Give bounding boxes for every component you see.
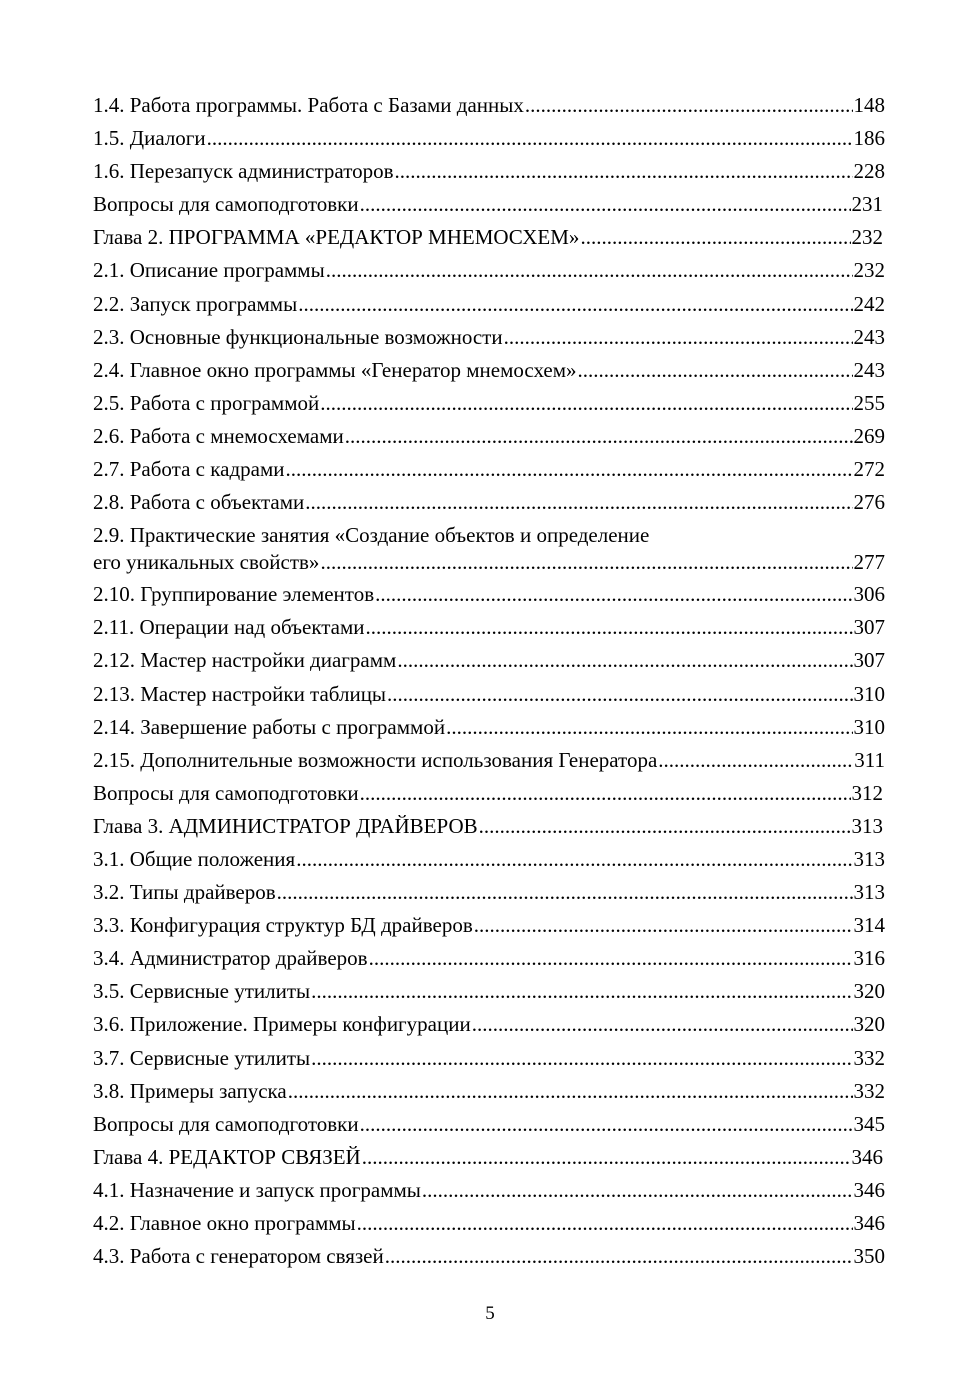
- toc-leader-dots: [580, 221, 850, 254]
- toc-entry-multiline: [93, 522, 885, 578]
- toc-leader-dots: [525, 89, 853, 122]
- toc-entry-page: 277: [853, 550, 885, 575]
- toc-leader-dots: [385, 1240, 853, 1273]
- toc-entry: [93, 777, 885, 810]
- toc-leader-dots: [366, 611, 853, 644]
- toc-entry-page: 228: [853, 159, 885, 184]
- toc-entry: [93, 942, 885, 975]
- toc-entry-page: 313: [851, 813, 883, 838]
- toc-entry-page: 232: [851, 225, 883, 250]
- toc-entry: [93, 1174, 885, 1207]
- toc-entry: [93, 89, 885, 122]
- toc-entry-page: 307: [853, 615, 885, 640]
- toc-leader-dots: [296, 843, 852, 876]
- toc-leader-dots: [360, 1108, 853, 1141]
- toc-entry-page: 243: [853, 324, 885, 349]
- toc-entry-title: 1.6. Перезапуск администраторов: [93, 159, 394, 184]
- toc-entry: [93, 221, 885, 254]
- toc-entry: [93, 387, 885, 420]
- toc-entry-page: 186: [853, 126, 885, 151]
- toc-entry-title: 3.7. Сервисные утилиты: [93, 1045, 311, 1070]
- toc-entry-title: 4.1. Назначение и запуск программы: [93, 1177, 421, 1202]
- toc-entry-page: 312: [851, 780, 883, 805]
- toc-leader-dots: [658, 744, 853, 777]
- toc-entry: [93, 810, 885, 843]
- toc-entry-page: 255: [853, 390, 885, 415]
- toc-entry-title: 3.5. Сервисные утилиты: [93, 979, 311, 1004]
- toc-entry-page: 269: [853, 423, 885, 448]
- toc-entry-title: Глава 3. АДМИНИСТРАТОР ДРАЙВЕРОВ: [93, 813, 478, 838]
- toc-entry-page: 311: [854, 747, 885, 772]
- toc-leader-dots: [345, 420, 853, 453]
- toc-leader-dots: [298, 288, 852, 321]
- toc-leader-dots: [479, 810, 851, 843]
- toc-leader-dots: [474, 909, 853, 942]
- toc-entry-title: 4.2. Главное окно программы: [93, 1211, 356, 1235]
- toc-entry-page: 313: [853, 880, 885, 905]
- toc-entry-page: 320: [853, 979, 885, 1004]
- toc-entry-title: 2.12. Мастер настройки диаграмм: [93, 648, 397, 673]
- toc-entry-title: 2.13. Мастер настройки таблицы: [93, 681, 387, 706]
- toc-entry-title: 4.3. Работа с генератором связей: [93, 1244, 384, 1269]
- toc-leader-dots: [357, 1207, 853, 1240]
- toc-entry: [93, 1207, 885, 1240]
- toc-entry-title: Вопросы для самоподготовки: [93, 1111, 359, 1136]
- toc-entry-title: 1.4. Работа программы. Работа с Базами данных: [93, 93, 524, 117]
- toc-leader-dots: [288, 1075, 853, 1108]
- toc-entry-title: 2.3. Основные функциональные возможности: [93, 324, 503, 349]
- toc-entry-page: 346: [851, 1144, 883, 1169]
- toc-entry-title: 2.10. Группирование элементов: [93, 582, 375, 607]
- toc-entry: [93, 288, 885, 321]
- toc-entry: [93, 122, 885, 155]
- toc-entry: [93, 1240, 885, 1273]
- toc-leader-dots: [375, 578, 852, 611]
- toc-leader-dots: [369, 942, 853, 975]
- toc-entry-page: 148: [853, 93, 885, 117]
- toc-entry-page: 314: [853, 913, 885, 938]
- toc-leader-dots: [360, 777, 851, 810]
- toc-entry: [93, 1042, 885, 1075]
- toc-entry-page: 232: [853, 258, 885, 283]
- toc-leader-dots: [395, 155, 853, 188]
- toc-entry-title: 3.8. Примеры запуска: [93, 1078, 287, 1103]
- toc-entry-page: 316: [853, 946, 885, 971]
- toc-leader-dots: [422, 1174, 853, 1207]
- toc-entry-title: 2.5. Работа с программой: [93, 390, 320, 415]
- toc-entry-page: 332: [853, 1078, 885, 1103]
- toc-entry-title: Вопросы для самоподготовки: [93, 780, 359, 805]
- toc-entry: [93, 420, 885, 453]
- toc-entry-page: 243: [853, 357, 885, 382]
- toc-leader-dots: [397, 644, 852, 677]
- toc-entry: [93, 876, 885, 909]
- toc-entry: [93, 1141, 885, 1174]
- toc-entry: [93, 611, 885, 644]
- toc-entry: [93, 909, 885, 942]
- toc-entry-page: 350: [853, 1244, 885, 1269]
- toc-entry-title-line1: 2.9. Практические занятия «Создание объектов и определение: [93, 523, 650, 548]
- toc-entry-title: его уникальных свойств»: [93, 550, 320, 575]
- toc-entry-page: 345: [853, 1111, 885, 1136]
- toc-leader-dots: [446, 711, 852, 744]
- toc-leader-dots: [360, 188, 851, 221]
- toc-leader-dots: [578, 354, 853, 387]
- toc-entry: [93, 155, 885, 188]
- toc-entry-page: 346: [853, 1211, 885, 1235]
- toc-entry-title: 3.3. Конфигурация структур БД драйверов: [93, 913, 473, 938]
- toc-entry-title: 3.1. Общие положения: [93, 846, 296, 871]
- toc-entry-title: 1.5. Диалоги: [93, 126, 206, 151]
- toc-entry-page: 346: [853, 1177, 885, 1202]
- toc-entry: [93, 1075, 885, 1108]
- toc-entry-title: 2.4. Главное окно программы «Генератор мнемосхем»: [93, 357, 577, 382]
- toc-leader-dots: [311, 1042, 852, 1075]
- toc-leader-dots: [277, 876, 853, 909]
- toc-entry-page: 313: [853, 846, 885, 871]
- toc-entry: [93, 1008, 885, 1041]
- toc-entry: [93, 644, 885, 677]
- toc-entry-title: 2.11. Операции над объектами: [93, 615, 365, 640]
- toc-entry-page: 306: [853, 582, 885, 607]
- toc-entry-title: 2.6. Работа с мнемосхемами: [93, 423, 344, 448]
- toc-entry: [93, 354, 885, 387]
- toc-leader-dots: [504, 321, 853, 354]
- toc-entry: [93, 711, 885, 744]
- toc-entry-title: 2.7. Работа с кадрами: [93, 457, 285, 482]
- toc-entry: [93, 321, 885, 354]
- toc-entry-page: 272: [853, 457, 885, 482]
- toc-entry: [93, 975, 885, 1008]
- toc-leader-dots: [305, 486, 852, 519]
- toc-entry-title: 2.8. Работа с объектами: [93, 490, 305, 515]
- toc-entry: [93, 453, 885, 486]
- toc-entry-title: Глава 4. РЕДАКТОР СВЯЗЕЙ: [93, 1144, 361, 1169]
- toc-entry-title: 2.14. Завершение работы с программой: [93, 714, 446, 739]
- toc-leader-dots: [387, 678, 852, 711]
- toc-leader-dots: [320, 387, 852, 420]
- toc-leader-dots: [285, 453, 852, 486]
- toc-entry-title: 2.1. Описание программы: [93, 258, 325, 283]
- toc-entry-title: 3.2. Типы драйверов: [93, 880, 276, 905]
- toc-entry: [93, 843, 885, 876]
- toc-entry: [93, 1108, 885, 1141]
- toc-entry: [93, 486, 885, 519]
- toc-entry-page: 307: [853, 648, 885, 673]
- toc-entry: [93, 578, 885, 611]
- toc-entry-page: 231: [851, 192, 883, 217]
- toc-entry-page: 242: [853, 291, 885, 316]
- table-of-contents: [93, 89, 885, 1273]
- toc-entry: [93, 678, 885, 711]
- toc-entry-page: 310: [853, 714, 885, 739]
- toc-entry-title: Глава 2. ПРОГРАММА «РЕДАКТОР МНЕМОСХЕМ»: [93, 225, 580, 250]
- toc-entry: [93, 254, 885, 287]
- toc-entry-page: 332: [853, 1045, 885, 1070]
- toc-leader-dots: [320, 548, 852, 576]
- toc-entry: [93, 744, 885, 777]
- toc-entry-title: 2.15. Дополнительные возможности использования Генератора: [93, 747, 658, 772]
- page-number: 5: [485, 1303, 495, 1324]
- toc-entry-page: 276: [853, 490, 885, 515]
- toc-leader-dots: [326, 254, 853, 287]
- toc-entry-line2: [93, 548, 885, 578]
- toc-entry-title: Вопросы для самоподготовки: [93, 192, 359, 217]
- toc-entry-title: 3.6. Приложение. Примеры конфигурации: [93, 1012, 471, 1037]
- toc-entry-title: 2.2. Запуск программы: [93, 291, 298, 316]
- toc-entry-page: 320: [853, 1012, 885, 1037]
- toc-leader-dots: [362, 1141, 851, 1174]
- toc-leader-dots: [472, 1008, 853, 1041]
- toc-entry: [93, 188, 885, 221]
- toc-leader-dots: [207, 122, 853, 155]
- toc-entry-page: 310: [853, 681, 885, 706]
- toc-entry-title: 3.4. Администратор драйверов: [93, 946, 368, 971]
- toc-leader-dots: [311, 975, 852, 1008]
